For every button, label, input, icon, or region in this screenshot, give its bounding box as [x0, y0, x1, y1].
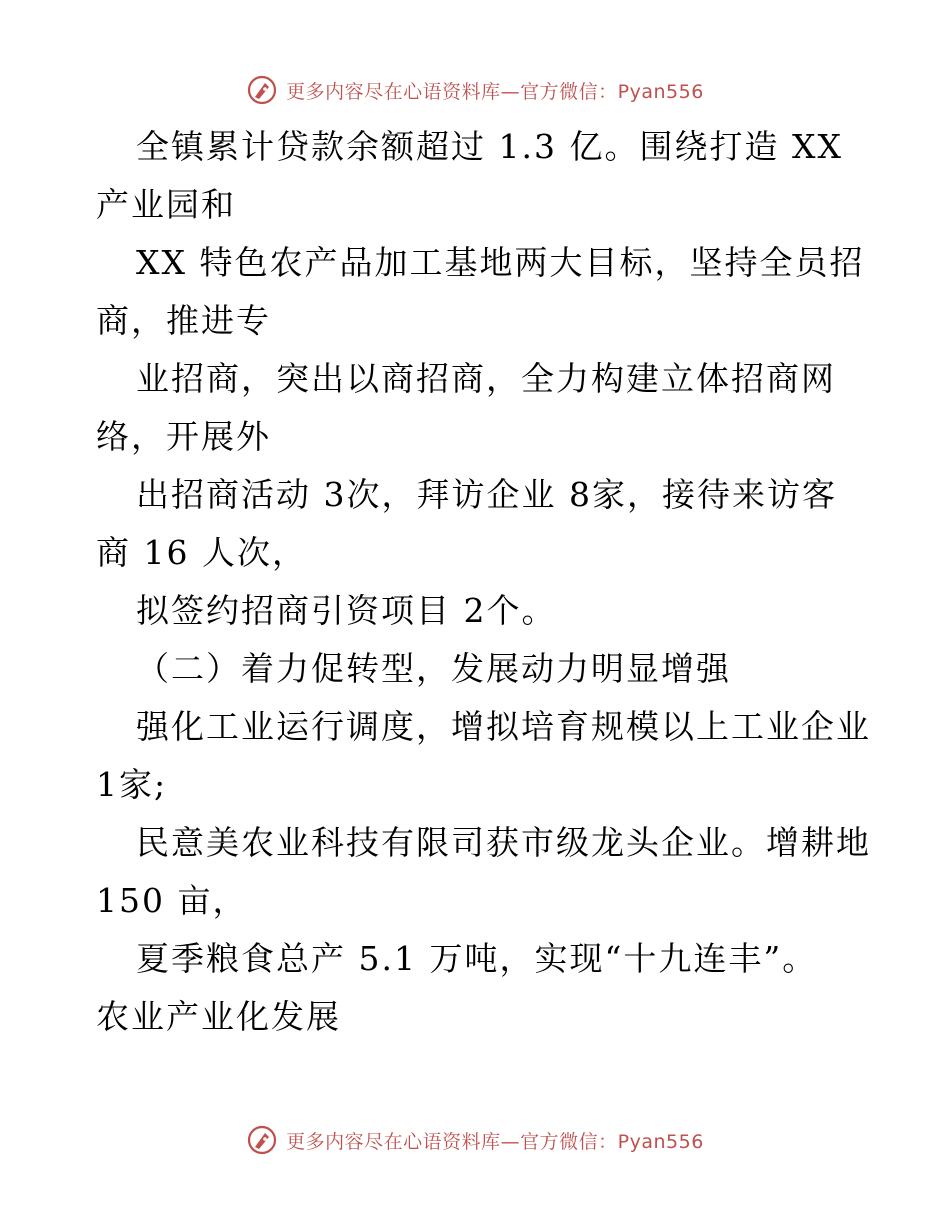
- text-line: 商，推进专: [96, 301, 271, 340]
- header-watermark: [0, 70, 950, 110]
- footer-watermark: [0, 1120, 950, 1160]
- text-line: 民意美农业科技有限司获市级龙头企业。增耕地: [136, 823, 871, 862]
- pen-nib-icon: [246, 1124, 278, 1156]
- text-line: 商 16 人次，: [96, 533, 307, 572]
- text-line: 出招商活动 3次，拜访企业 8家，接待来访客: [136, 475, 837, 514]
- watermark-text: 更多内容尽在心语资料库—官方微信：Pyan556: [286, 80, 704, 103]
- section-heading: （二）着力促转型，发展动力明显增强: [136, 649, 731, 688]
- text-line: 全镇累计贷款余额超过 1.3 亿。围绕打造 XX: [136, 127, 843, 166]
- text-line: 业招商，突出以商招商，全力构建立体招商网: [136, 359, 836, 398]
- pen-nib-icon: [246, 74, 278, 106]
- text-line: 拟签约招商引资项目 2个。: [136, 591, 557, 630]
- text-line: 1家;: [96, 765, 168, 804]
- text-line: XX 特色农产品加工基地两大目标，坚持全员招: [136, 243, 865, 282]
- text-line: 150 亩，: [96, 881, 248, 920]
- document-body: [96, 118, 871, 1046]
- text-line: 强化工业运行调度，增拟培育规模以上工业企业: [136, 707, 871, 746]
- text-line: 农业产业化发展: [96, 997, 341, 1036]
- text-line: 夏季粮食总产 5.1 万吨，实现“十九连丰”。: [136, 939, 818, 978]
- watermark-text: 更多内容尽在心语资料库—官方微信：Pyan556: [286, 1130, 704, 1153]
- text-line: 络，开展外: [96, 417, 271, 456]
- text-line: 产业园和: [96, 185, 236, 224]
